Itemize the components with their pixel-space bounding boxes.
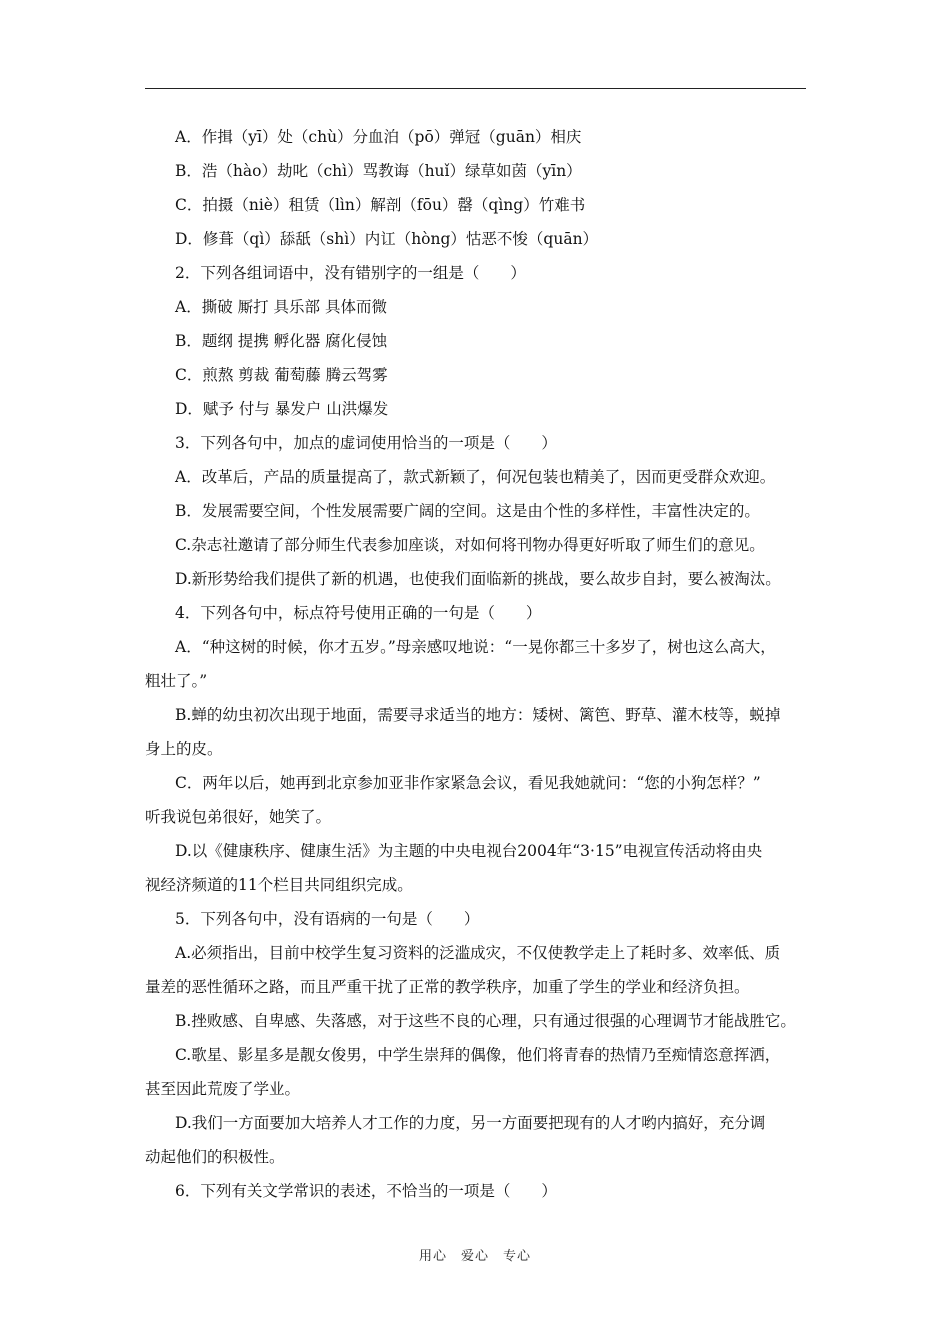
q4-option-c: C．两年以后，她再到北京参加亚非作家紧急会议，看见我她就问：“您的小狗怎样？” [175,774,761,792]
q5-option-d: D.我们一方面要加大培养人才工作的力度，另一方面要把现有的人才哟内搞好，充分调 [175,1114,766,1132]
q2-option-c: C．煎熬 剪裁 葡萄藤 腾云驾雾 [175,366,388,384]
q4-option-a-cont: 粗壮了。” [145,672,208,690]
q2-option-b: B．题纲 提携 孵化器 腐化侵蚀 [175,332,388,350]
q5-option-a: A.必须指出，目前中校学生复习资料的泛滥成灾，不仅使教学走上了耗时多、效率低、质 [175,944,781,962]
q1-option-d: D．修葺（qì）舔舐（shì）内讧（hòng）怙恶不悛（quān） [175,230,599,248]
q5-option-c: C.歌星、影星多是靓女俊男，中学生崇拜的偶像，他们将青春的热情乃至痴情恣意挥洒， [175,1046,781,1064]
header-rule [145,88,806,89]
page-footer: 用心 爱心 专心 [418,1249,531,1264]
q3-option-c: C.杂志社邀请了部分师生代表参加座谈，对如何将刊物办得更好听取了师生们的意见。 [175,536,765,554]
q5-option-c-cont: 甚至因此荒废了学业。 [145,1080,301,1098]
q5-option-b: B.挫败感、自卑感、失落感，对于这些不良的心理，只有通过很强的心理调节才能战胜它。 [175,1012,796,1030]
q4-option-d-cont: 视经济频道的11个栏目共同组织完成。 [145,876,413,894]
q4-option-d: D.以《健康秩序、健康生活》为主题的中央电视台2004年“3·15”电视宣传活动将由央 [175,842,763,860]
q3-option-a: A．改革后，产品的质量提高了，款式新颖了，何况包装也精美了，因而更受群众欢迎。 [175,468,776,486]
q1-option-c: C．拍摄（niè）租赁（lìn）解剖（fōu）罄（qìng）竹难书 [175,196,586,214]
q5-option-a-cont: 量差的恶性循环之路，而且严重干扰了正常的教学秩序，加重了学生的学业和经济负担。 [145,978,750,996]
q2-option-a: A．撕破 厮打 具乐部 具体而微 [175,298,387,316]
q1-option-b: B．浩（hào）劫叱（chì）骂教诲（huǐ）绿草如茵（yīn） [175,162,582,180]
q3-option-d: D.新形势给我们提供了新的机遇，也使我们面临新的挑战，要么故步自封，要么被淘汰。 [175,570,781,588]
q5-stem: 5．下列各句中，没有语病的一句是（ ） [175,910,480,928]
q2-option-d: D．赋予 付与 暴发户 山洪爆发 [175,400,389,418]
q1-option-a: A．作揖（yī）处（chù）分血泊（pō）弹冠（guān）相庆 [175,128,582,146]
q4-option-b-cont: 身上的皮。 [145,740,223,758]
q3-stem: 3．下列各句中，加点的虚词使用恰当的一项是（ ） [175,434,557,452]
q5-option-d-cont: 动起他们的积极性。 [145,1148,285,1166]
q4-option-c-cont: 听我说包弟很好，她笑了。 [145,808,332,826]
q4-option-a: A．“种这树的时候，你才五岁。”母亲感叹地说：“一晃你都三十多岁了，树也这么高大， [175,638,776,656]
q4-option-b: B.蝉的幼虫初次出现于地面，需要寻求适当的地方：矮树、篱笆、野草、灌木枝等，蜕掉 [175,706,781,724]
q6-stem: 6．下列有关文学常识的表述，不恰当的一项是（ ） [175,1182,557,1200]
q4-stem: 4．下列各句中，标点符号使用正确的一句是（ ） [175,604,542,622]
document-body [145,120,810,1208]
q3-option-b: B．发展需要空间，个性发展需要广阔的空间。这是由个性的多样性，丰富性决定的。 [175,502,760,520]
q2-stem: 2．下列各组词语中，没有错别字的一组是（ ） [175,264,526,282]
